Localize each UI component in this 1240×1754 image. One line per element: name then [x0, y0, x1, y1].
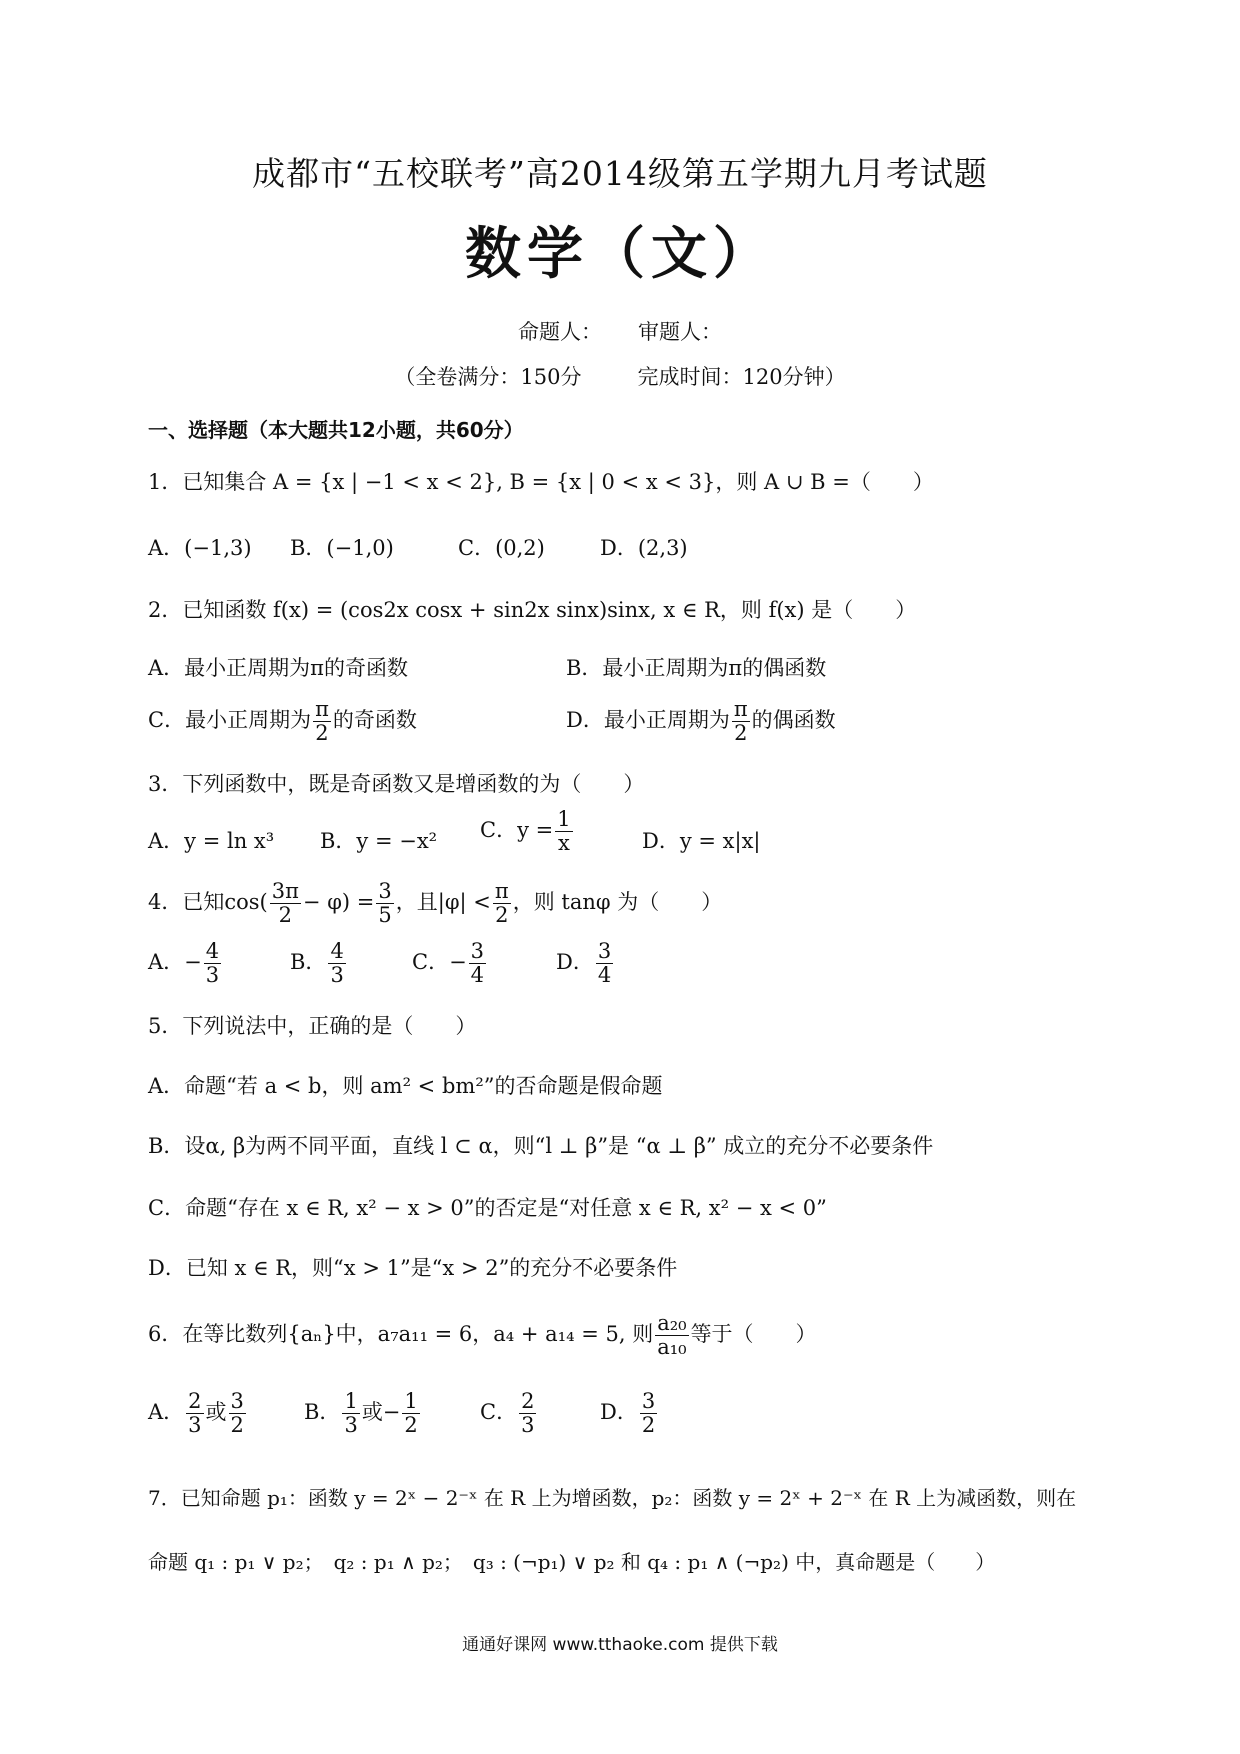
authors-line — [0, 316, 1240, 346]
q4-option-a-text: A．− — [148, 950, 202, 975]
numerator: π — [315, 697, 329, 721]
fraction-3-over-4 — [469, 940, 486, 987]
q6-option-a — [148, 1390, 248, 1437]
subject-title: 数学（文） — [465, 221, 775, 287]
q3-option-d: D．y = x|x| — [642, 829, 761, 853]
question-5-stem: 5．下列说法中，正确的是（ ） — [148, 1014, 477, 1038]
denominator: 2 — [734, 721, 748, 746]
numerator: 1 — [404, 1389, 418, 1413]
fraction-4-over-3 — [328, 940, 345, 987]
q1-option-d: D．(2,3) — [600, 536, 688, 560]
question-7-line-2: 命题 q₁ : p₁ ∨ p₂； q₂ : p₁ ∧ p₂； q₃ : (¬p₁) ∨ p₂ 和 q₄ : p₁ ∧ (¬p₂) 中，真命题是（ ） — [148, 1550, 996, 1574]
q2-option-d-text: D．最小正周期为 — [566, 708, 730, 733]
q4-stem-a: 4．已知cos( — [148, 890, 268, 915]
footer-text: 通通好课网 www.tthaoke.com 提供下载 — [462, 1635, 778, 1655]
section-title: 一、选择题（本大题共12小题，共60分） — [148, 418, 524, 442]
q3-option-c-text: C．y = — [480, 818, 554, 843]
q4-stem-d: ，则 tanφ 为（ ） — [512, 890, 723, 915]
question-3-stem: 3．下列函数中，既是奇函数又是增函数的为（ ） — [148, 772, 645, 796]
q4-option-c — [412, 940, 488, 987]
fraction-2-over-3 — [519, 1390, 536, 1437]
exam-meta — [0, 361, 1240, 391]
q6-option-a-or: 或 — [205, 1400, 227, 1425]
q2-option-c-text: C．最小正周期为 — [148, 708, 312, 733]
q6-option-c-label: C． — [480, 1400, 518, 1425]
q6-option-a-label: A． — [148, 1400, 185, 1425]
fraction-3-over-5 — [376, 880, 393, 927]
q6-stem-b: 等于（ ） — [690, 1322, 817, 1347]
fraction-4-over-3 — [204, 940, 221, 987]
numerator: 4 — [205, 939, 220, 963]
q5-option-b: B．设α, β为两不同平面，直线 l ⊂ α，则“l ⊥ β”是 “α ⊥ β” 成立的充分不必要条件 — [148, 1134, 934, 1158]
exam-title: 成都市“五校联考”高2014级第五学期九月考试题 — [252, 154, 988, 193]
numerator: 1 — [557, 807, 571, 831]
q4-option-a — [148, 940, 223, 987]
question-2-stem: 2．已知函数 f(x) = (cos2x cosx + sin2x sinx)sinx, x ∈ R，则 f(x) 是（ ） — [148, 598, 917, 622]
fraction-3-over-2 — [640, 1390, 657, 1437]
denominator: 2 — [495, 903, 509, 928]
question-7-line-1: 7．已知命题 p₁：函数 y = 2ˣ − 2⁻ˣ 在 R 上为增函数，p₂：函数 y = 2ˣ + 2⁻ˣ 在 R 上为减函数，则在 — [148, 1486, 1077, 1510]
q1-option-c: C．(0,2) — [458, 536, 545, 560]
q1-option-b: B．(−1,0) — [290, 536, 394, 560]
denominator: 2 — [404, 1413, 418, 1438]
q4-option-d — [556, 940, 615, 987]
q2-option-c-tail: 的奇函数 — [332, 708, 417, 733]
author-label: 命题人： — [518, 320, 602, 344]
numerator: 3 — [230, 1389, 244, 1413]
question-4-stem — [148, 880, 722, 927]
q2-option-a: A．最小正周期为π的奇函数 — [148, 656, 408, 680]
denominator: 2 — [278, 903, 293, 928]
denominator: x — [557, 831, 570, 856]
numerator: π — [733, 697, 748, 721]
numerator: 2 — [521, 1389, 535, 1413]
q6-stem-a: 6．在等比数列{aₙ}中，a₇a₁₁ = 6，a₄ + a₁₄ = 5, 则 — [148, 1322, 654, 1347]
fraction-a20-over-a10 — [655, 1312, 688, 1359]
fraction-pi-over-2 — [493, 880, 511, 927]
q6-option-b-or: 或− — [361, 1400, 401, 1425]
q6-option-b — [304, 1390, 422, 1437]
q2-option-d — [566, 698, 836, 745]
numerator: a₂₀ — [657, 1311, 687, 1335]
fraction-2-over-3 — [186, 1390, 203, 1437]
q6-option-d — [600, 1390, 659, 1437]
denominator: 3 — [330, 963, 344, 988]
q5-option-c: C．命题“存在 x ∈ R, x² − x > 0”的否定是“对任意 x ∈ R, x² − x < 0” — [148, 1196, 827, 1220]
fraction-1-over-2 — [402, 1390, 419, 1437]
denominator: 3 — [188, 1413, 202, 1438]
denominator: 4 — [470, 963, 485, 988]
reviewer-label: 审题人： — [638, 320, 722, 344]
q5-option-d: D．已知 x ∈ R，则“x > 1”是“x > 2”的充分不必要条件 — [148, 1256, 678, 1280]
q2-option-d-tail: 的偶函数 — [751, 708, 836, 733]
q4-option-b-text: B． — [290, 950, 327, 975]
q4-option-b — [290, 940, 348, 987]
denominator: 3 — [205, 963, 220, 988]
numerator: 3 — [378, 879, 392, 903]
fraction-1-over-x — [555, 808, 572, 855]
exam-time: 完成时间：120分钟） — [637, 365, 846, 389]
numerator: 1 — [344, 1389, 358, 1413]
q5-option-a: A．命题“若 a < b，则 am² < bm²”的否命题是假命题 — [148, 1074, 663, 1098]
numerator: π — [494, 879, 509, 903]
fraction-3-over-4 — [596, 940, 613, 987]
q4-option-c-text: C．− — [412, 950, 467, 975]
numerator: 3 — [470, 939, 485, 963]
q4-option-d-text: D． — [556, 950, 594, 975]
numerator: 3π — [271, 879, 299, 903]
q4-stem-b: − φ) = — [302, 890, 375, 915]
numerator: 2 — [188, 1389, 202, 1413]
denominator: a₁₀ — [657, 1335, 687, 1360]
numerator: 4 — [330, 939, 344, 963]
q6-option-d-label: D． — [600, 1400, 638, 1425]
denominator: 3 — [344, 1413, 358, 1438]
denominator: 5 — [378, 903, 392, 928]
q3-option-b: B．y = −x² — [320, 829, 438, 853]
fraction-pi-over-2 — [313, 698, 331, 745]
full-score: （全卷满分：150分 — [394, 365, 582, 389]
q6-option-b-label: B． — [304, 1400, 341, 1425]
fraction-3pi-over-2 — [270, 880, 301, 927]
q2-option-b: B．最小正周期为π的偶函数 — [566, 656, 827, 680]
denominator: 2 — [230, 1413, 244, 1438]
denominator: 2 — [315, 721, 329, 746]
q3-option-c — [480, 808, 575, 855]
denominator: 4 — [597, 963, 612, 988]
question-6-stem — [148, 1312, 817, 1359]
numerator: 3 — [641, 1389, 656, 1413]
q1-option-a: A．(−1,3) — [148, 536, 252, 560]
q2-option-c — [148, 698, 417, 745]
fraction-3-over-2 — [229, 1390, 246, 1437]
question-1-stem: 1．已知集合 A = {x | −1 < x < 2}, B = {x | 0 < x < 3}，则 A ∪ B =（ ） — [148, 470, 934, 494]
q3-option-a: A．y = ln x³ — [148, 829, 275, 853]
denominator: 2 — [641, 1413, 656, 1438]
fraction-1-over-3 — [342, 1390, 359, 1437]
fraction-pi-over-2 — [732, 698, 750, 745]
q4-stem-c: ，且|φ| < — [395, 890, 491, 915]
denominator: 3 — [521, 1413, 535, 1438]
numerator: 3 — [597, 939, 612, 963]
q6-option-c — [480, 1390, 538, 1437]
